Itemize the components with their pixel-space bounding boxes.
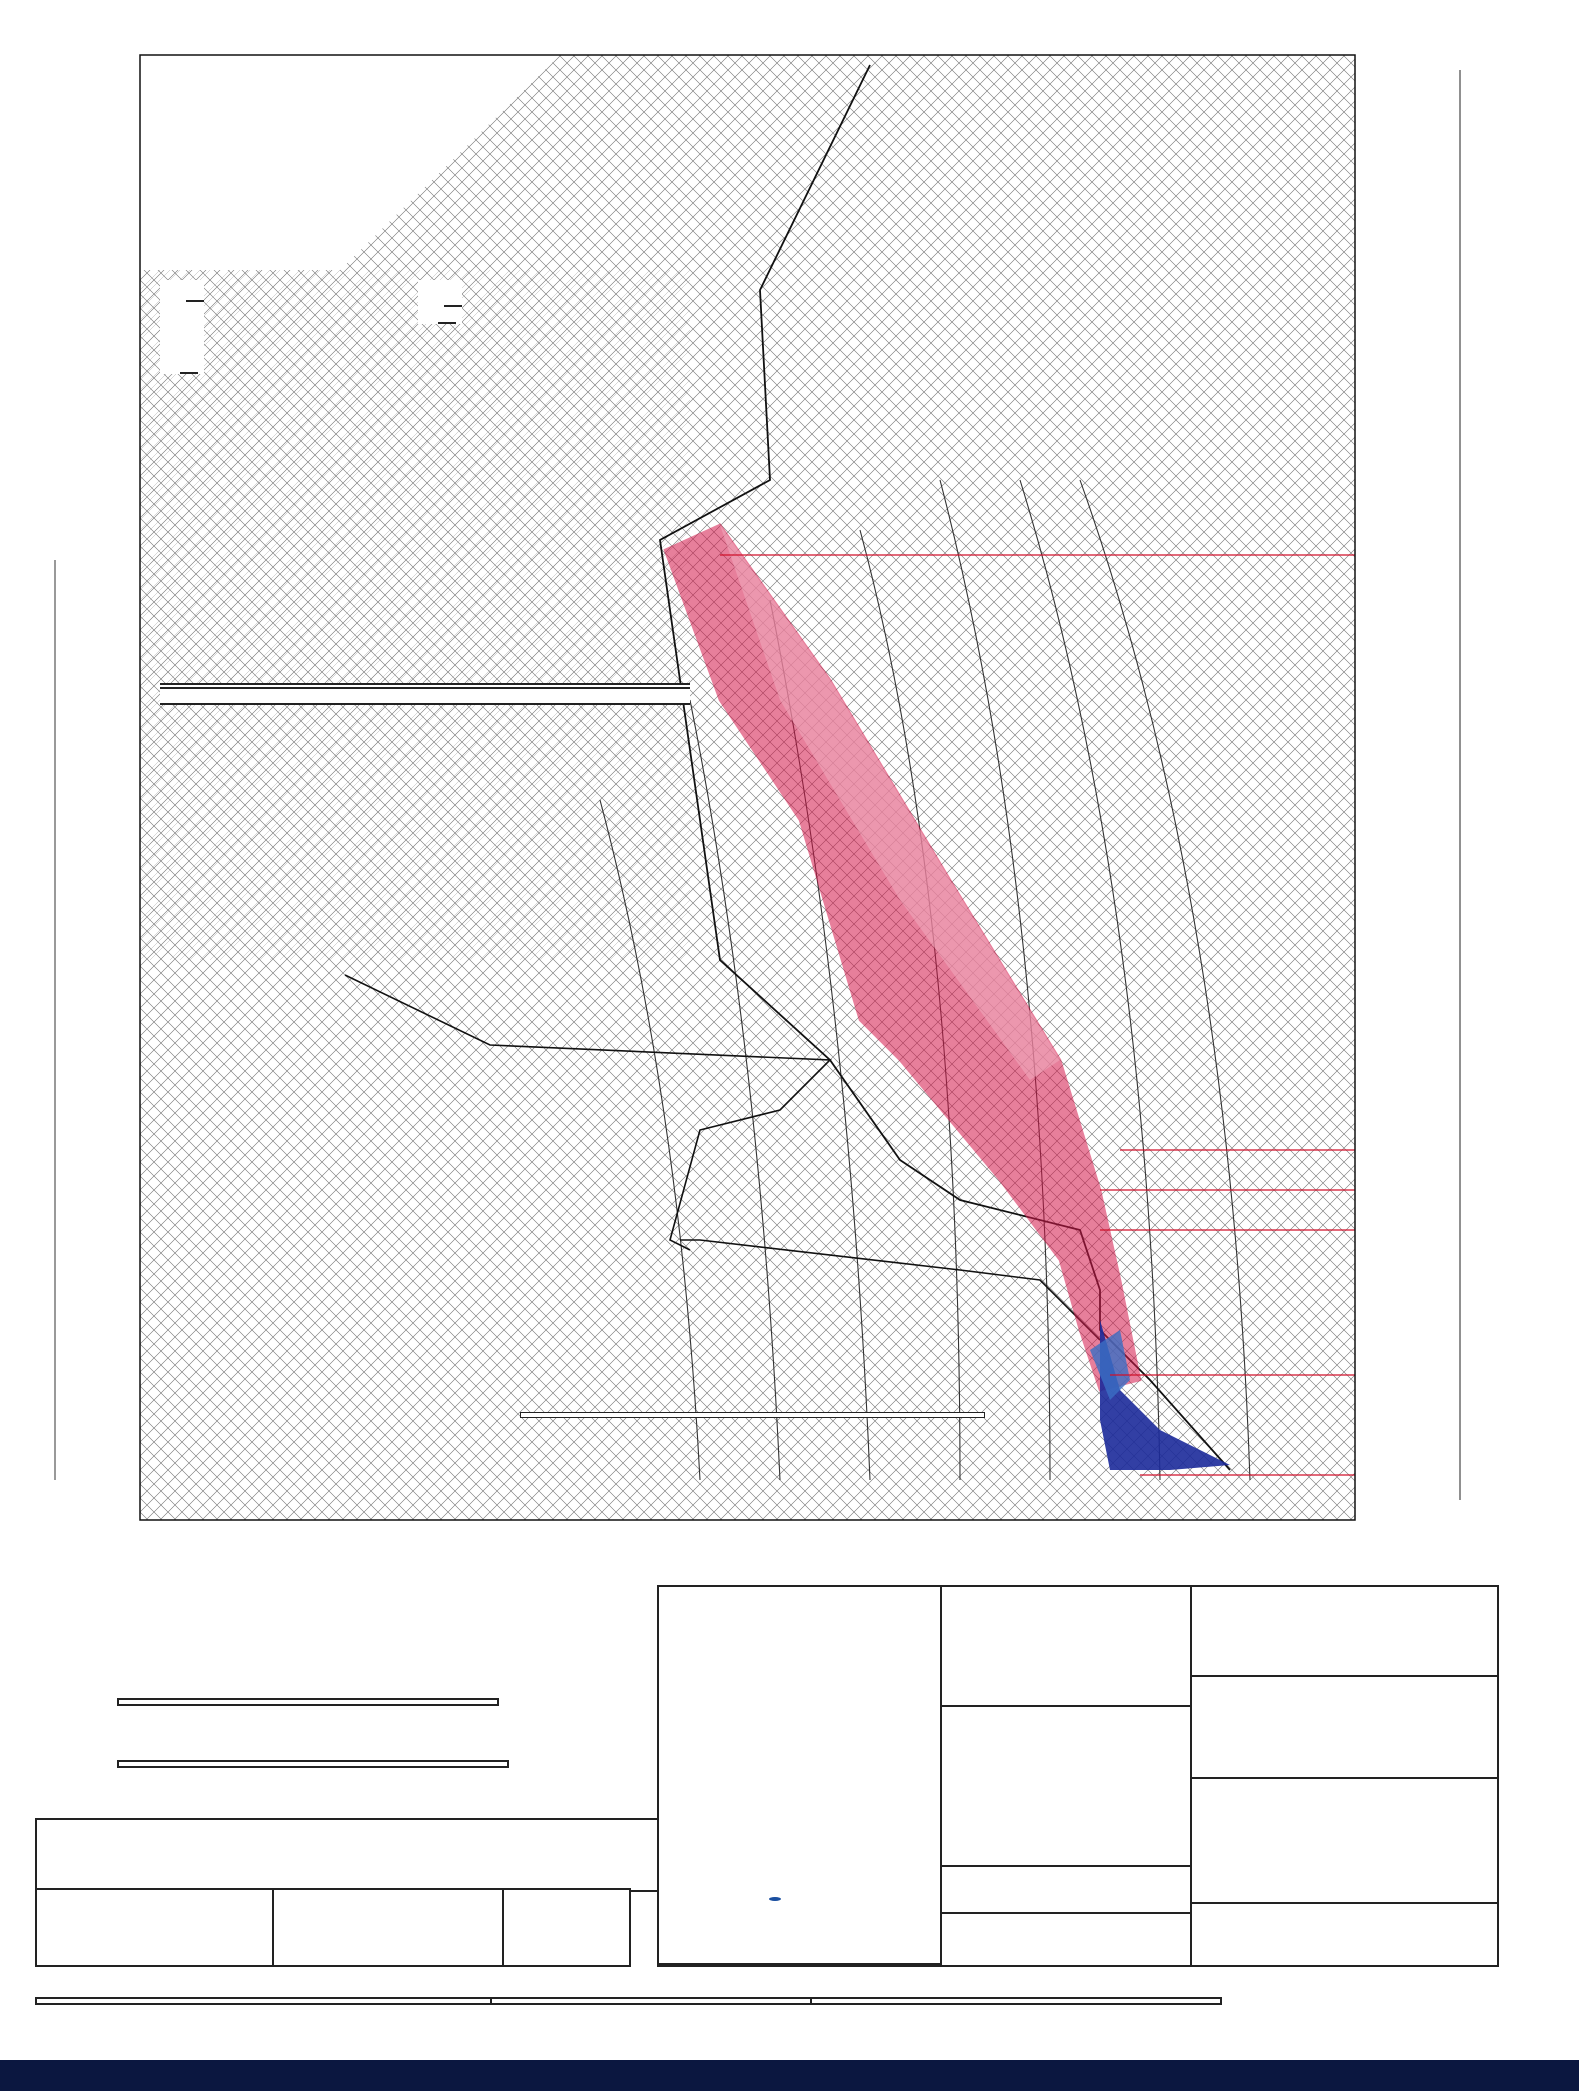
sfc-wind-box (35, 1997, 492, 2005)
cin-lfc-sum (186, 300, 204, 302)
lfc-pea-box (117, 1698, 499, 1706)
time-row (195, 190, 215, 225)
calc-block (160, 683, 690, 705)
cape-ccl-table (418, 280, 462, 324)
max-gust-t2-box (272, 1888, 506, 1967)
levels-box (940, 1585, 1194, 1967)
cin-ccl-sum (444, 305, 462, 307)
scan-edge-bar (0, 2060, 1579, 2091)
indices-box (520, 1412, 985, 1418)
parameters-box (1190, 1585, 1499, 1967)
cape-lfc-sum (180, 372, 198, 374)
hail-yes (769, 1897, 781, 1901)
ratio-box (810, 1997, 1222, 2005)
cloud-top-box (35, 1818, 661, 1892)
max-gust-t1-box (35, 1888, 276, 1967)
gust-direction-box (502, 1888, 631, 1967)
date-row (178, 145, 180, 180)
cape-ccl-sum (438, 322, 456, 324)
hail-box (657, 1895, 944, 1965)
cape-lfc-table (160, 280, 204, 374)
downrush-box (490, 1997, 812, 2005)
ccl-pea-box (117, 1760, 509, 1768)
station-row (175, 95, 177, 130)
